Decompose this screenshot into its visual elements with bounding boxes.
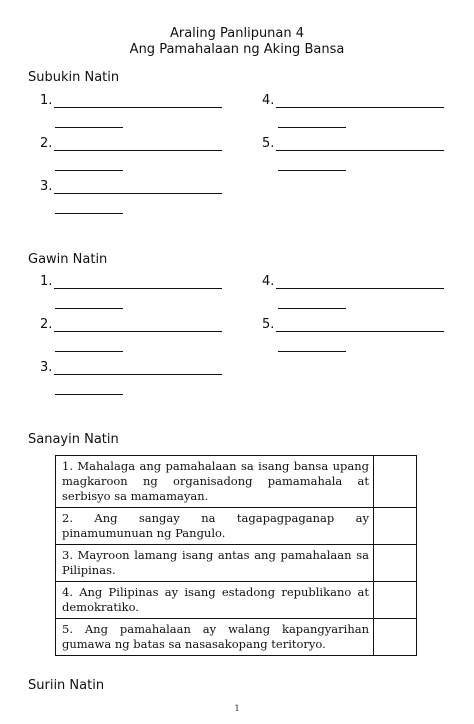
answer-blank-short[interactable] bbox=[55, 308, 123, 309]
answer-blank[interactable] bbox=[54, 150, 222, 151]
item-number: 5. bbox=[262, 317, 275, 332]
subukin-item-4 bbox=[262, 93, 444, 108]
document-topic: Ang Pamahalaan ng Aking Bansa bbox=[129, 42, 345, 57]
answer-blank-short[interactable] bbox=[55, 213, 123, 214]
table-row bbox=[56, 456, 417, 508]
answer-cell[interactable] bbox=[374, 508, 417, 545]
item-number: 4. bbox=[262, 93, 275, 108]
statement-cell: 2. Ang sangay na tagapagpaganap ay pinamumunuan ng Pangulo. bbox=[56, 508, 374, 545]
item-number: 4. bbox=[262, 274, 275, 289]
answer-blank-short[interactable] bbox=[55, 394, 123, 395]
statement-cell: 4. Ang Pilipinas ay isang estadong republikano at demokratiko. bbox=[56, 582, 374, 619]
answer-blank[interactable] bbox=[54, 107, 222, 108]
statement-cell: 5. Ang pamahalaan ay walang kapangyarihan gumawa ng batas sa nasasakopang teritoryo. bbox=[56, 619, 374, 656]
answer-blank-short[interactable] bbox=[55, 170, 123, 171]
answer-blank-short[interactable] bbox=[278, 127, 346, 128]
answer-blank[interactable] bbox=[276, 150, 444, 151]
table-row bbox=[56, 508, 417, 545]
gawin-item-1 bbox=[40, 274, 222, 289]
answer-blank-short[interactable] bbox=[55, 351, 123, 352]
subukin-item-1 bbox=[40, 93, 222, 108]
answer-blank-short[interactable] bbox=[278, 351, 346, 352]
section-gawin-natin: Gawin Natin bbox=[28, 252, 108, 267]
answer-blank-short[interactable] bbox=[278, 308, 346, 309]
answer-blank-short[interactable] bbox=[278, 170, 346, 171]
answer-blank[interactable] bbox=[276, 331, 444, 332]
answer-blank[interactable] bbox=[54, 374, 222, 375]
statement-cell: 1. Mahalaga ang pamahalaan sa isang bansa upang magkaroon ng organisadong pamamahala at serbisyo sa mamamayan. bbox=[56, 456, 374, 508]
gawin-item-4 bbox=[262, 274, 444, 289]
subukin-item-5 bbox=[262, 136, 444, 151]
statements-table bbox=[55, 455, 417, 656]
answer-cell[interactable] bbox=[374, 456, 417, 508]
gawin-item-5 bbox=[262, 317, 444, 332]
statement-cell: 3. Mayroon lamang isang antas ang pamahalaan sa Pilipinas. bbox=[56, 545, 374, 582]
item-number: 3. bbox=[40, 179, 53, 194]
answer-cell[interactable] bbox=[374, 619, 417, 656]
item-number: 1. bbox=[40, 93, 53, 108]
item-number: 3. bbox=[40, 360, 53, 375]
section-sanayin-natin: Sanayin Natin bbox=[28, 432, 119, 447]
item-number: 5. bbox=[262, 136, 275, 151]
page-number: 1 bbox=[234, 704, 240, 713]
subukin-item-2 bbox=[40, 136, 222, 151]
gawin-item-3 bbox=[40, 360, 222, 375]
table-row bbox=[56, 619, 417, 656]
item-number: 2. bbox=[40, 317, 53, 332]
section-suriin-natin: Suriin Natin bbox=[28, 678, 105, 693]
section-subukin-natin: Subukin Natin bbox=[28, 70, 120, 85]
table-row bbox=[56, 545, 417, 582]
document-subject: Araling Panlipunan 4 bbox=[169, 26, 305, 41]
item-number: 2. bbox=[40, 136, 53, 151]
answer-blank[interactable] bbox=[54, 193, 222, 194]
answer-cell[interactable] bbox=[374, 582, 417, 619]
table-row bbox=[56, 582, 417, 619]
answer-blank[interactable] bbox=[276, 107, 444, 108]
answer-cell[interactable] bbox=[374, 545, 417, 582]
answer-blank[interactable] bbox=[54, 288, 222, 289]
answer-blank[interactable] bbox=[276, 288, 444, 289]
item-number: 1. bbox=[40, 274, 53, 289]
answer-blank[interactable] bbox=[54, 331, 222, 332]
gawin-item-2 bbox=[40, 317, 222, 332]
answer-blank-short[interactable] bbox=[55, 127, 123, 128]
subukin-item-3 bbox=[40, 179, 222, 194]
